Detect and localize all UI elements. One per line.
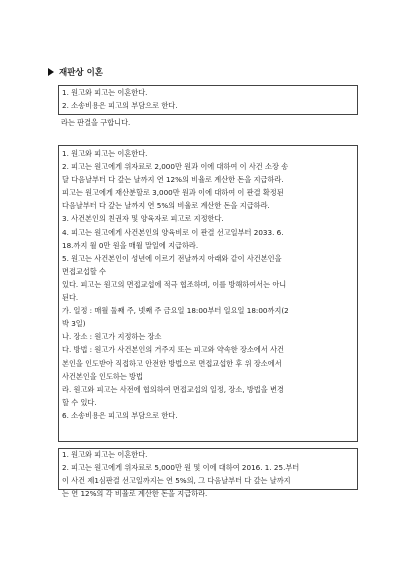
judgment-line: 18.까지 월 0만 원을 매월 말일에 지급하라. xyxy=(62,240,199,250)
judgment-line: 본인을 인도받아 직접하고 안전한 방법으로 면접교섭한 후 위 장소에서 xyxy=(62,358,282,368)
section-heading-text: 재판상 이혼 xyxy=(59,68,104,78)
judgment-line: 1. 원고와 피고는 이혼한다. xyxy=(62,149,148,158)
judgment-line: 다. 방법 : 원고가 사건본인의 거주지 또는 피고와 약속한 장소에서 사건 xyxy=(62,345,284,355)
section-heading xyxy=(48,66,103,78)
judgment-line: 사건본인을 인도하는 방법 xyxy=(62,371,143,381)
judgment-line: 6. 소송비용은 피고의 부담으로 한다. xyxy=(62,410,178,420)
judgment-line: 된다. xyxy=(62,293,79,303)
judgment-box xyxy=(58,145,358,442)
judgment-line: 할 수 있다. xyxy=(62,397,97,407)
claim-line: 1. 원고와 피고는 이혼한다. xyxy=(62,88,148,97)
judgment-line: 다음날부터 다 갚는 날까지 연 5%의 비율로 계산한 돈을 지급하라. xyxy=(62,201,270,211)
judgment-line: 면접교섭할 수 xyxy=(62,266,106,276)
judgment-line: 박 3일) xyxy=(62,319,86,329)
judgment-line: 달 다음날부터 다 갚는 날까지 연 12%의 비율로 계산한 돈을 지급하라. xyxy=(62,175,284,185)
appeal-judgment-box xyxy=(58,448,358,498)
request-text: 라는 판결을 구합니다. xyxy=(61,118,131,127)
appeal-line: 이 사건 제1심판결 선고일까지는 연 5%의, 그 다음날부터 다 갚는 날까지 xyxy=(62,475,291,485)
judgment-line: 가. 일정 : 매월 둘째 주, 넷째 주 금요일 18:00부터 일요일 18:00까지(2 xyxy=(62,306,289,316)
judgment-line: 2. 피고는 원고에게 위자료로 2,000만 원과 이에 대하여 이 사건 소장 송 xyxy=(62,162,289,172)
claim-box xyxy=(58,85,358,115)
triangle-bullet-icon xyxy=(48,68,54,76)
judgment-line: 나. 장소 : 원고가 지정하는 장소 xyxy=(62,332,162,342)
appeal-line: 1. 원고와 피고는 이혼한다. xyxy=(62,450,148,459)
judgment-line: 3. 사건본인의 친권자 및 양육자로 피고로 지정한다. xyxy=(62,214,224,224)
judgment-line: 피고는 원고에게 재산분할로 3,000만 원과 이에 대하여 이 판결 확정된 xyxy=(62,188,284,198)
judgment-line: 있다. 피고는 원고의 면접교섭에 적극 협조하며, 이를 방해하여서는 아니 xyxy=(62,279,287,289)
appeal-line: 는 연 12%의 각 비율로 계산한 돈을 지급하라. xyxy=(62,488,208,498)
judgment-line: 라. 원고와 피고는 사전에 협의하여 면접교섭의 일정, 장소, 방법을 변경 xyxy=(62,384,284,394)
appeal-line: 2. 피고는 원고에게 위자료로 5,000만 원 및 이에 대하여 2016. 1. 25.부터 xyxy=(62,462,300,472)
judgment-line: 5. 원고는 사건본인이 성년에 이르기 전날까지 아래와 같이 사건본인을 xyxy=(62,253,282,263)
judgment-line: 4. 피고는 원고에게 사건본인의 양육비로 이 판결 선고일부터 2033. 6. xyxy=(62,227,284,237)
claim-line: 2. 소송비용은 피고의 부담으로 한다. xyxy=(62,101,178,111)
